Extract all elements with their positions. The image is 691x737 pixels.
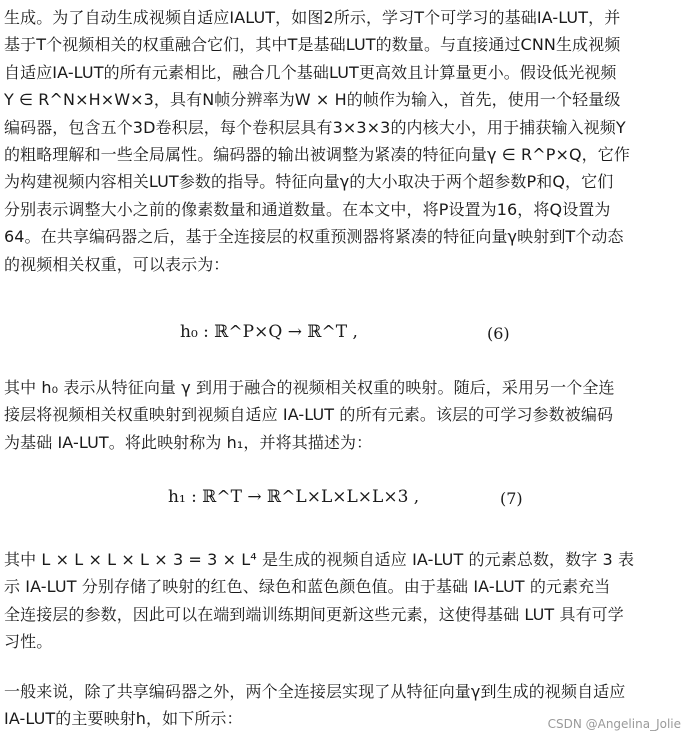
- text-line: 的视频相关权重，可以表示为：: [4, 254, 230, 274]
- paragraph-2: [4, 374, 687, 456]
- text-line: 示 IA-LUT 分别存储了映射的红色、绿色和蓝色颜色值。由于基础 IA-LUT 的元素充当: [4, 577, 611, 597]
- text-line: 生成。为了自动生成视频自适应IALUT，如图2所示，学习T个可学习的基础IA-LUT，并: [4, 8, 621, 27]
- text-line: 接层将视频相关权重映射到视频自适应 IA-LUT 的所有元素。该层的可学习参数被编码: [4, 405, 614, 425]
- text-line: 编码器，包含五个3D卷积层，每个卷积层具有3×3×3的内核大小，用于捕获输入视频Y: [4, 117, 626, 137]
- equation-7-number: (7): [500, 489, 523, 508]
- text-line: 分别表示调整大小之前的像素数量和通道数量。在本文中，将P设置为16，将Q设置为: [4, 199, 611, 219]
- paragraph-3: [4, 546, 687, 656]
- text-line: Y ∈ R^N×H×W×3，具有N帧分辨率为W × H的帧作为输入，首先，使用一个轻量级: [4, 90, 621, 110]
- text-line: 的粗略理解和一些全局属性。编码器的输出被调整为紧凑的特征向量γ ∈ R^P×Q，它作: [4, 144, 630, 164]
- text-line: 全连接层的参数，因此可以在端到端训练期间更新这些元素，这使得基础 LUT 具有可学: [4, 604, 624, 624]
- text-line: 其中 h₀ 表示从特征向量 γ 到用于融合的视频相关权重的映射。随后，采用另一个全连: [4, 378, 615, 397]
- watermark: CSDN @Angelina_Jolie: [547, 717, 681, 731]
- text-line: 为基础 IA-LUT。将此映射称为 h₁，并将其描述为：: [4, 432, 373, 452]
- text-line: 64。在共享编码器之后，基于全连接层的权重预测器将紧凑的特征向量γ映射到T个动态: [4, 227, 624, 247]
- equation-6-number: (6): [487, 324, 510, 343]
- text-line: 一般来说，除了共享编码器之外，两个全连接层实现了从特征向量γ到生成的视频自适应: [4, 682, 626, 701]
- paragraph-1: [4, 4, 687, 278]
- text-line: 自适应IA-LUT的所有元素相比，融合几个基础LUT更高效且计算量更小。假设低光视频: [4, 62, 617, 82]
- text-line: 为构建视频内容相关LUT参数的指导。特征向量γ的大小取决于两个超参数P和Q，它们: [4, 172, 614, 192]
- equation-7: h₁ : ℝ^T → ℝ^L×L×L×L×3 ,: [168, 487, 420, 507]
- text-line: IA-LUT的主要映射h，如下所示：: [4, 709, 243, 729]
- text-line: 基于T个视频相关的权重融合它们，其中T是基础LUT的数量。与直接通过CNN生成视频: [4, 35, 621, 55]
- text-line: 习性。: [4, 632, 53, 652]
- equation-6: h₀ : ℝ^P×Q → ℝ^T ,: [180, 322, 358, 342]
- text-line: 其中 L × L × L × L × 3 = 3 × L⁴ 是生成的视频自适应 IA-LUT 的元素总数，数字 3 表: [4, 550, 635, 569]
